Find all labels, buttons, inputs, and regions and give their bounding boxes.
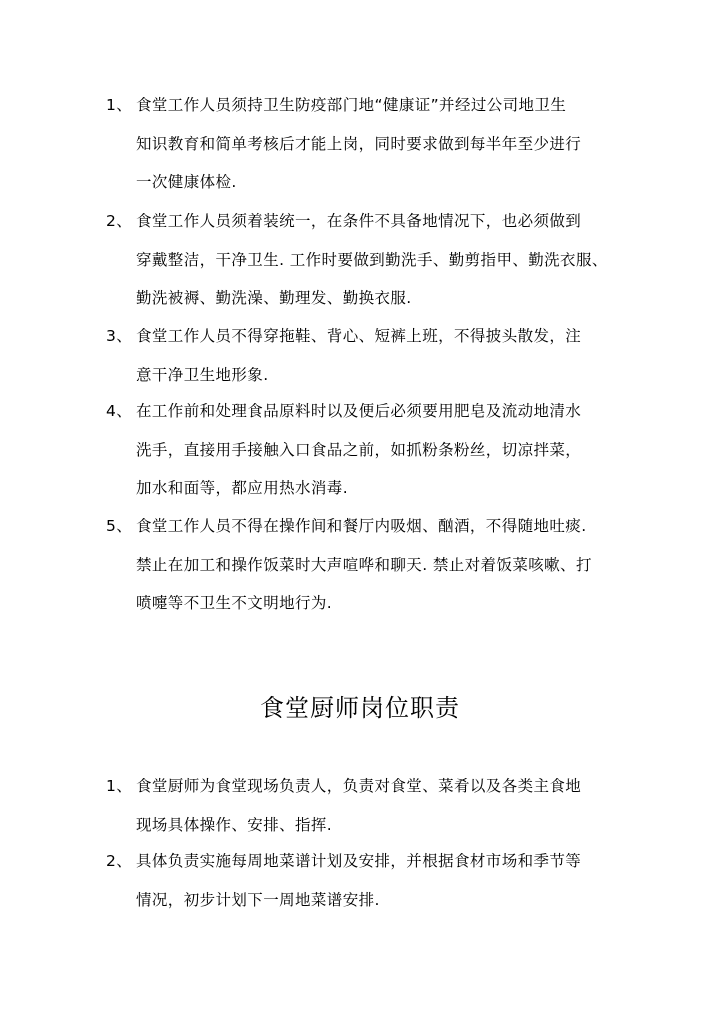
duty-item-2 xyxy=(106,842,616,919)
rule-text: 食堂工作人员须着装统一，在条件不具备地情况下，也必须做到 xyxy=(136,212,582,230)
item-number: 2、 xyxy=(106,212,133,230)
item-number: 5、 xyxy=(106,517,133,535)
rule-text: 食堂工作人员不得穿拖鞋、背心、短裤上班，不得披头散发，注 xyxy=(136,327,582,345)
rule-line: 穿戴整洁，干净卫生. 工作时要做到勤洗手、勤剪指甲、勤洗衣服、 xyxy=(136,250,608,269)
item-number: 1、 xyxy=(106,777,133,795)
section-heading: 食堂厨师岗位职责 xyxy=(260,694,460,722)
item-number: 1、 xyxy=(106,96,133,114)
rule-line xyxy=(106,392,616,431)
rule-line: 知识教育和简单考核后才能上岗，同时要求做到每半年至少进行 xyxy=(136,134,582,153)
duty-line xyxy=(106,842,616,881)
rule-line xyxy=(106,86,616,125)
duty-line xyxy=(106,767,616,806)
rule-line: 勤洗被褥、勤洗澡、勤理发、勤换衣服. xyxy=(136,289,412,307)
rule-text: 在工作前和处理食品原料时以及便后必须要用肥皂及流动地清水 xyxy=(136,402,582,420)
rule-line: 一次健康体检. xyxy=(136,173,237,191)
rule-line: 喷嚏等不卫生不文明地行为. xyxy=(136,594,333,612)
duty-text: 食堂厨师为食堂现场负责人，负责对食堂、菜肴以及各类主食地 xyxy=(136,777,582,795)
item-number: 2、 xyxy=(106,852,133,870)
rule-line: 洗手，直接用手接触入口食品之前，如抓粉条粉丝，切凉拌菜， xyxy=(136,440,582,459)
rule-text: 食堂工作人员须持卫生防疫部门地“健康证”并经过公司地卫生 xyxy=(136,96,567,114)
duty-line: 情况，初步计划下一周地菜谱安排. xyxy=(136,890,380,909)
rule-line xyxy=(106,317,616,356)
rule-line xyxy=(106,507,616,546)
rule-item-5 xyxy=(106,507,616,623)
rule-item-3 xyxy=(106,317,616,394)
rule-line: 加水和面等，都应用热水消毒. xyxy=(136,479,349,497)
item-number: 3、 xyxy=(106,327,133,345)
rule-item-2 xyxy=(106,202,616,318)
rule-text: 食堂工作人员不得在操作间和餐厅内吸烟、酗酒，不得随地吐痰. xyxy=(136,517,587,535)
rule-line: 意干净卫生地形象. xyxy=(136,365,269,384)
item-number: 4、 xyxy=(106,402,133,420)
rule-line: 禁止在加工和操作饭菜时大声喧哗和聊天. 禁止对着饭菜咳嗽、打 xyxy=(136,555,592,574)
rule-line xyxy=(106,202,616,241)
rule-item-4 xyxy=(106,392,616,508)
duty-text: 具体负责实施每周地菜谱计划及安排，并根据食材市场和季节等 xyxy=(136,852,582,870)
duty-line: 现场具体操作、安排、指挥. xyxy=(136,815,333,834)
rule-item-1 xyxy=(106,86,616,202)
duty-item-1 xyxy=(106,767,616,844)
